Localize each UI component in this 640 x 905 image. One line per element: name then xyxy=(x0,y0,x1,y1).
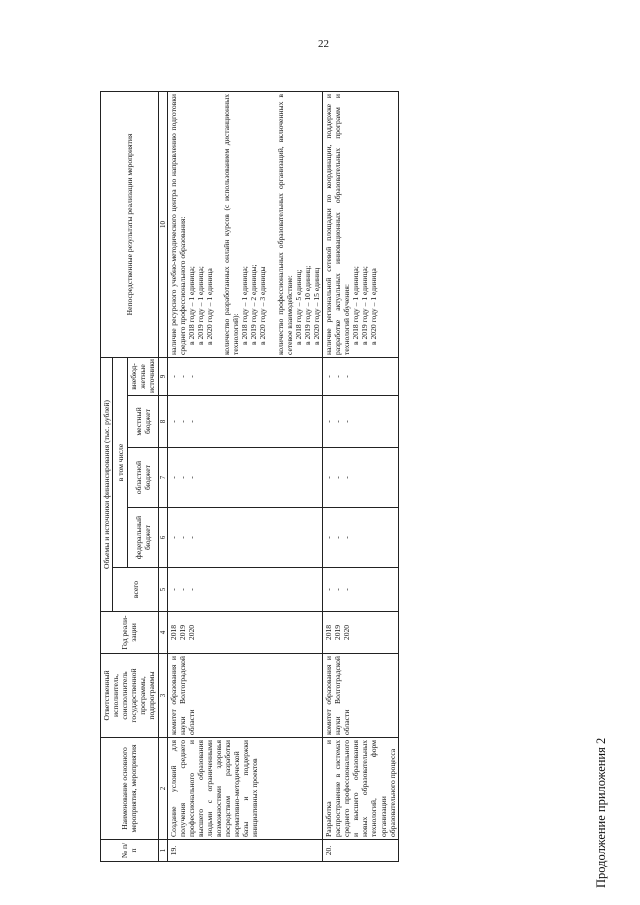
result-value: в 2018 году – 5 единиц; xyxy=(293,269,303,345)
result-indicator: количество профессиональных образовательных организаций, включенных в сетевое взаимодействие: xyxy=(275,94,294,355)
column-number-row xyxy=(158,92,167,862)
result-value: в 2019 году – 2 единицы; xyxy=(249,264,259,345)
column-number: 1 xyxy=(158,840,167,862)
row-local: - - - xyxy=(167,396,322,448)
row-years: 2018 2019 2020 xyxy=(167,612,322,654)
result-spacer xyxy=(214,94,222,355)
result-value: в 2020 году – 15 единиц xyxy=(311,267,321,345)
column-number: 7 xyxy=(158,448,167,508)
header-num: № п/п xyxy=(101,840,159,862)
header-funding: Объемы и источники финансирования (тыс. рублей) xyxy=(101,358,113,612)
table-body xyxy=(167,92,398,862)
result-value: в 2019 году – 10 единиц; xyxy=(302,265,312,345)
row-total: - - - xyxy=(167,568,322,612)
header-responsible: Ответственный исполнитель, соисполнитель государственной программы, подпрограммы xyxy=(101,654,159,738)
row-total: - - - xyxy=(322,568,398,612)
table-row xyxy=(167,92,322,862)
result-value: в 2018 году – 1 единица; xyxy=(186,266,196,345)
column-number: 5 xyxy=(158,568,167,612)
page-number: 22 xyxy=(318,38,329,50)
header-name: Наименование основного мероприятия, мероприятия xyxy=(101,738,159,840)
result-value: в 2018 году – 1 единица; xyxy=(240,266,250,345)
row-number: 19. xyxy=(167,840,322,862)
result-value: в 2019 году – 1 единица; xyxy=(360,266,370,345)
header-regional: областной бюджет xyxy=(128,448,158,508)
row-number: 20. xyxy=(322,840,398,862)
row-federal: - - - xyxy=(322,508,398,568)
header-federal: федеральный бюджет xyxy=(128,508,158,568)
rotated-table-wrapper xyxy=(100,92,600,862)
row-results xyxy=(167,92,322,358)
result-indicator: количество разработанных онлайн курсов (с использованием дистанционных технологий): xyxy=(222,94,241,355)
result-value: в 2020 году – 1 единица xyxy=(369,268,379,345)
header-local: местный бюджет xyxy=(128,396,158,448)
row-years: 2018 2019 2020 xyxy=(322,612,398,654)
result-indicator: наличие ресурсного учебно-методического центра по направлению подготовки среднего профессионального образования: xyxy=(168,94,187,355)
continuation-label: Продолжение приложения 2 xyxy=(594,737,608,888)
row-results xyxy=(322,92,398,358)
row-local: - - - xyxy=(322,396,398,448)
header-extra: внебюд-жетные источники xyxy=(128,358,158,396)
row-regional: - - - xyxy=(167,448,322,508)
row-extra: - - - xyxy=(322,358,398,396)
column-number: 8 xyxy=(158,396,167,448)
program-table xyxy=(100,91,399,862)
header-including: в том числе xyxy=(113,358,128,568)
result-spacer xyxy=(268,94,276,355)
column-number: 2 xyxy=(158,738,167,840)
row-name: Разработка и распространение в системах среднего профессионального и высшего образования новых образовательных технологий, форм организации образовательного процесса xyxy=(322,738,398,840)
row-name: Создание условий для получения среднего профессионального и высшего образования людьми с ограниченными возможностями здоровья посредством разработки нормативно-методической базы и поддержки инициативных проектов xyxy=(167,738,322,840)
row-federal: - - - xyxy=(167,508,322,568)
header-results: Непосредственные результаты реализации мероприятия xyxy=(101,92,159,358)
result-indicator: наличие региональной сетевой площадки по координации, поддержке и разработке актуальных инновационных образовательных программ и технологий обучения: xyxy=(323,94,352,355)
column-number: 6 xyxy=(158,508,167,568)
column-number: 10 xyxy=(158,92,167,358)
result-value: в 2020 году – 3 единицы xyxy=(258,266,268,345)
column-number: 3 xyxy=(158,654,167,738)
column-number: 4 xyxy=(158,612,167,654)
row-responsible: комитет образования и науки Волгоградской области xyxy=(167,654,322,738)
row-regional: - - - xyxy=(322,448,398,508)
table-header xyxy=(101,92,168,862)
table-row xyxy=(322,92,398,862)
row-responsible: комитет образования и науки Волгоградской области xyxy=(322,654,398,738)
result-value: в 2020 году – 1 единица xyxy=(204,268,214,345)
result-value: в 2018 году – 1 единица; xyxy=(351,266,361,345)
result-value: в 2019 году – 1 единица; xyxy=(195,266,205,345)
header-total: всего xyxy=(113,568,158,612)
row-extra: - - - xyxy=(167,358,322,396)
column-number: 9 xyxy=(158,358,167,396)
header-year: Год реали-зации xyxy=(101,612,159,654)
